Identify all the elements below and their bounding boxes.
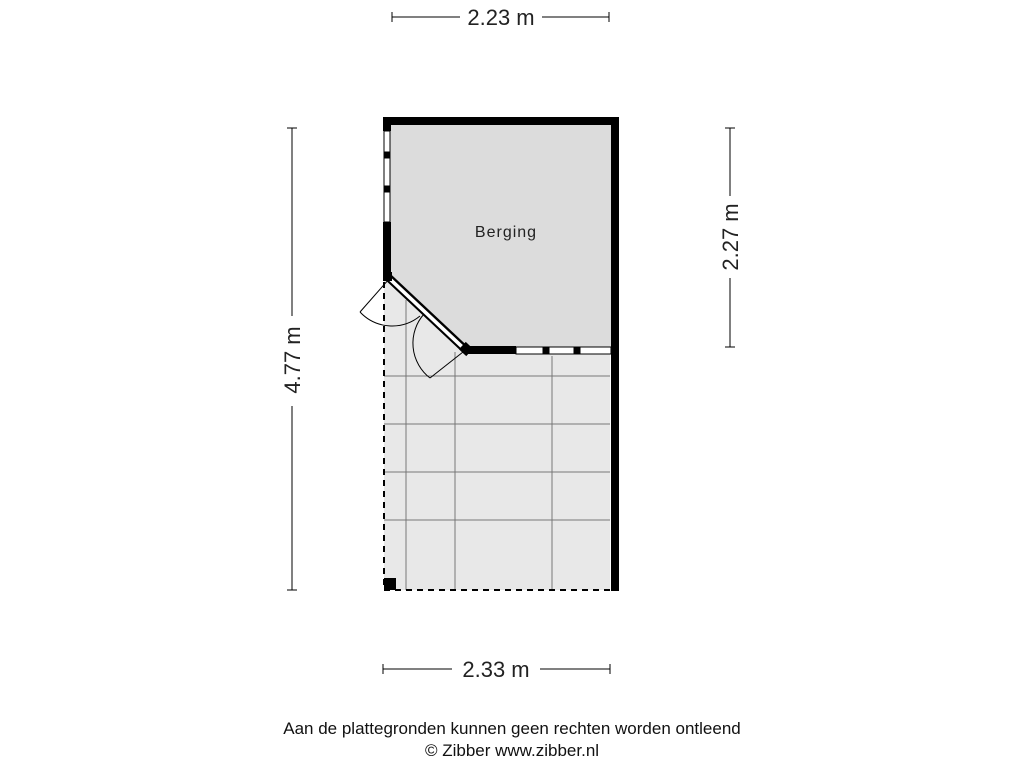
dimension-top-label: 2.23 m [467, 5, 535, 30]
wall-bottom-stub [466, 346, 516, 354]
window-left [384, 131, 390, 222]
wall-top [383, 117, 618, 125]
terrace-area [384, 350, 610, 590]
dimension-right-label: 2.27 m [718, 203, 743, 271]
window-bottom [516, 347, 611, 354]
terrace-post [384, 578, 396, 590]
disclaimer-text: Aan de plattegronden kunnen geen rechten worden ontleend [283, 719, 741, 738]
wall-left-top-cap [383, 117, 391, 131]
dimension-bottom-label: 2.33 m [462, 657, 530, 682]
copyright-text: © Zibber www.zibber.nl [424, 741, 600, 760]
wall-left-lower [383, 222, 391, 278]
dimension-left-label: 4.77 m [280, 326, 305, 394]
wall-right [611, 117, 619, 591]
room-label-berging: Berging [474, 224, 538, 241]
